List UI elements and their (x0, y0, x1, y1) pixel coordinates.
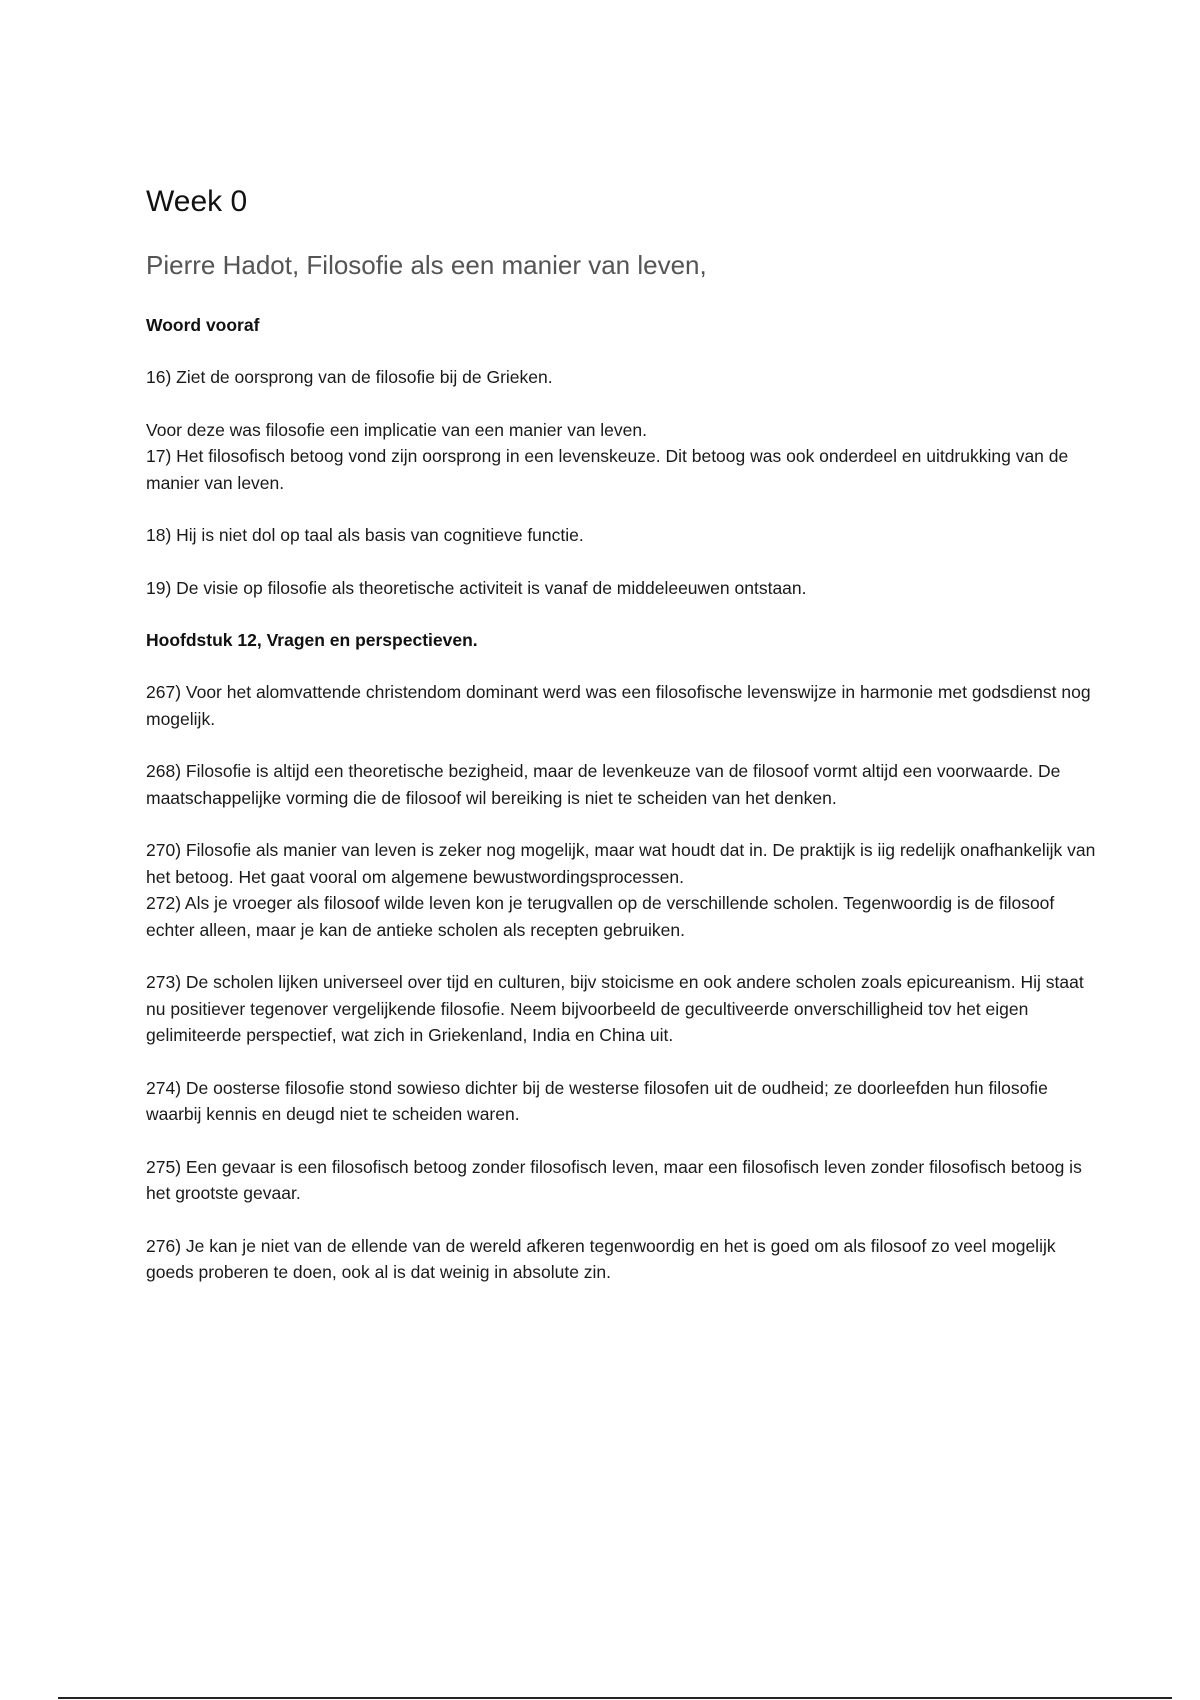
paragraph: 273) De scholen lijken universeel over tijd en culturen, bijv stoicisme en ook andere scholen zoals epicureanism. Hij staat nu positiever tegenover vergelijkende filosofie. Neem bijvoorbeeld de gecultiveerde onverschilligheid tov het eigen gelimiteerde perspectief, wat zich in Griekenland, India en China uit. (146, 972, 1084, 1045)
section-heading: Hoofdstuk 12, Vragen en perspectieven. (146, 630, 478, 650)
footer-divider (58, 1697, 1172, 1699)
section-woord-vooraf (146, 312, 1096, 601)
paragraph: 270) Filosofie als manier van leven is zeker nog mogelijk, maar wat houdt dat in. De praktijk is iig redelijk onafhankelijk van het betoog. Het gaat vooral om algemene bewustwordingsprocessen. (146, 840, 1096, 887)
paragraph: 267) Voor het alomvattende christendom dominant werd was een filosofische levenswijze in harmonie met godsdienst nog mogelijk. (146, 682, 1091, 729)
paragraph: 274) De oosterse filosofie stond sowieso dichter bij de westerse filosofen uit de oudheid; ze doorleefden hun filosofie waarbij kennis en deugd niet te scheiden waren. (146, 1077, 1048, 1124)
paragraph: 17) Het filosofisch betoog vond zijn oorsprong in een levenskeuze. Dit betoog was ook onderdeel en uitdrukking van de manier van leven. (146, 446, 1069, 493)
paragraph: 268) Filosofie is altijd een theoretische bezigheid, maar de levenkeuze van de filosoof vormt altijd een voorwaarde. De maatschappelijke vorming die de filosoof wil bereiking is niet te scheiden van het denken. (146, 761, 1061, 808)
paragraph: 19) De visie op filosofie als theoretische activiteit is vanaf de middeleeuwen ontstaan. (146, 577, 807, 598)
paragraph: 276) Je kan je niet van de ellende van de wereld afkeren tegenwoordig en het is goed om als filosoof zo veel mogelijk goeds proberen te doen, ook al is dat weinig in absolute zin. (146, 1235, 1056, 1282)
page-title: Week 0 (146, 185, 248, 218)
paragraph: Voor deze was filosofie een implicatie van een manier van leven. (146, 419, 647, 440)
paragraph: 16) Ziet de oorsprong van de filosofie bij de Grieken. (146, 367, 553, 387)
page-subtitle: Pierre Hadot, Filosofie als een manier van leven, (146, 250, 707, 280)
section-hoofdstuk-12 (146, 627, 1096, 1286)
paragraph: 275) Een gevaar is een filosofisch betoog zonder filosofisch leven, maar een filosofisch leven zonder filosofisch betoog is het grootste gevaar. (146, 1156, 1082, 1203)
paragraph: 18) Hij is niet dol op taal als basis van cognitieve functie. (146, 525, 584, 545)
paragraph: 272) Als je vroeger als filosoof wilde leven kon je terugvallen op de verschillende scholen. Tegenwoordig is de filosoof echter alleen, maar je kan de antieke scholen als recepten gebruiken. (146, 893, 1055, 940)
document-page (146, 178, 1096, 1286)
section-heading: Woord vooraf (146, 315, 260, 335)
